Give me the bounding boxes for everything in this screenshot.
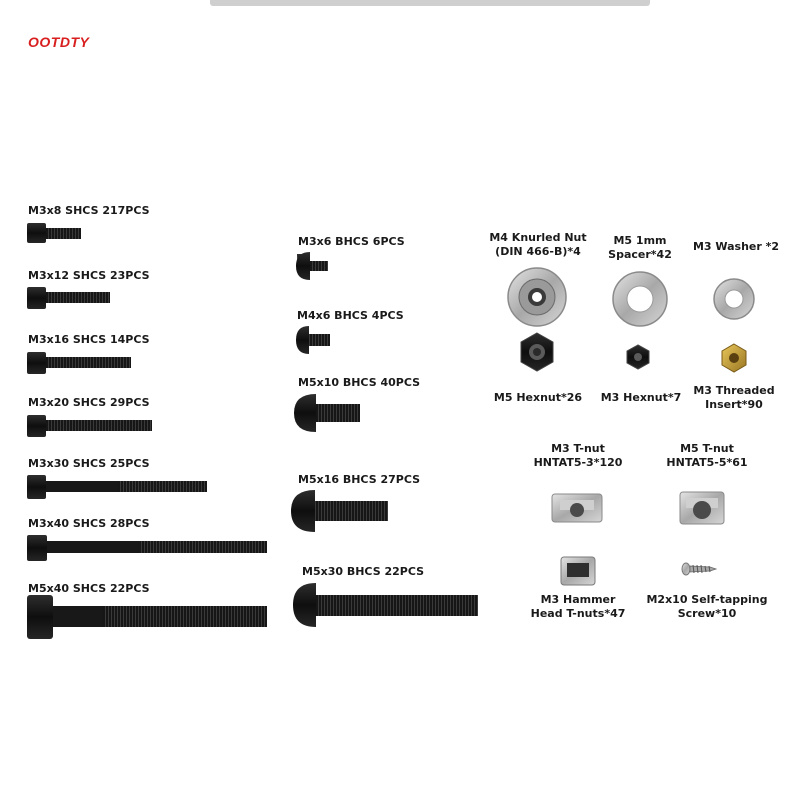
label-m3x6-bhcs: M3x6 BHCS 6PCS xyxy=(298,235,405,248)
label-m3x16-shcs: M3x16 SHCS 14PCS xyxy=(28,333,150,346)
m5x16-bhcs-bolt xyxy=(291,490,388,532)
label-m3-tnut: M3 T-nut HNTAT5-3*120 xyxy=(533,442,623,469)
label-m5x16-bhcs: M5x16 BHCS 27PCS xyxy=(298,473,421,486)
label-m3x12-shcs: M3x12 SHCS 23PCS xyxy=(28,269,150,282)
label-self-tapping: M2x10 Self-tapping Screw*10 xyxy=(646,593,768,620)
m3x16-shcs-bolt xyxy=(27,352,131,374)
m3x6-bhcs-bolt xyxy=(296,252,328,280)
label-knurled-nut: M4 Knurled Nut (DIN 466-B)*4 xyxy=(489,231,587,258)
brand-watermark: OOTDTY xyxy=(28,34,90,50)
self-tapping-screw-part xyxy=(682,563,716,575)
m5x40-shcs-bolt xyxy=(27,595,267,639)
label-m3-hexnut: M3 Hexnut*7 xyxy=(600,391,682,404)
label-threaded-insert: M3 Threaded Insert*90 xyxy=(693,384,775,411)
label-m3x30-shcs: M3x30 SHCS 25PCS xyxy=(28,457,150,470)
label-m4x6-bhcs: M4x6 BHCS 4PCS xyxy=(297,309,404,322)
label-m5x10-bhcs: M5x10 BHCS 40PCS xyxy=(298,376,421,389)
label-m5-tnut: M5 T-nut HNTAT5-5*61 xyxy=(666,442,748,469)
threaded-insert-part xyxy=(722,344,746,372)
m3x20-shcs-bolt xyxy=(27,415,152,437)
m3x12-shcs-bolt xyxy=(27,287,110,309)
m3x30-shcs-bolt xyxy=(27,475,207,499)
m5-hexnut-part xyxy=(521,333,553,371)
label-m3x8-shcs: M3x8 SHCS 217PCS xyxy=(28,204,150,217)
hammer-tnut-part xyxy=(561,557,595,585)
label-m5x40-shcs: M5x40 SHCS 22PCS xyxy=(28,582,150,595)
label-m3x20-shcs: M3x20 SHCS 29PCS xyxy=(28,396,150,409)
label-m5x30-bhcs: M5x30 BHCS 22PCS xyxy=(302,565,425,578)
m4x6-bhcs-bolt xyxy=(296,326,330,354)
m3x8-shcs-bolt xyxy=(27,223,81,243)
m5x30-bhcs-bolt xyxy=(293,583,478,627)
label-washer: M3 Washer *2 xyxy=(692,240,780,253)
label-m5-hexnut: M5 Hexnut*26 xyxy=(493,391,583,404)
m3-washer-part xyxy=(714,279,754,319)
label-spacer: M5 1mm Spacer*42 xyxy=(608,234,672,261)
m3-hexnut-part xyxy=(627,345,649,369)
m5x10-bhcs-bolt xyxy=(294,394,360,432)
m3-tnut-part xyxy=(552,494,602,522)
m5-spacer-part xyxy=(613,272,667,326)
label-m3x40-shcs: M3x40 SHCS 28PCS xyxy=(28,517,150,530)
m5-tnut-part xyxy=(680,492,724,524)
knurled-nut-part xyxy=(508,268,566,326)
label-hammer-tnut: M3 Hammer Head T-nuts*47 xyxy=(530,593,626,620)
m3x40-shcs-bolt xyxy=(27,535,267,561)
